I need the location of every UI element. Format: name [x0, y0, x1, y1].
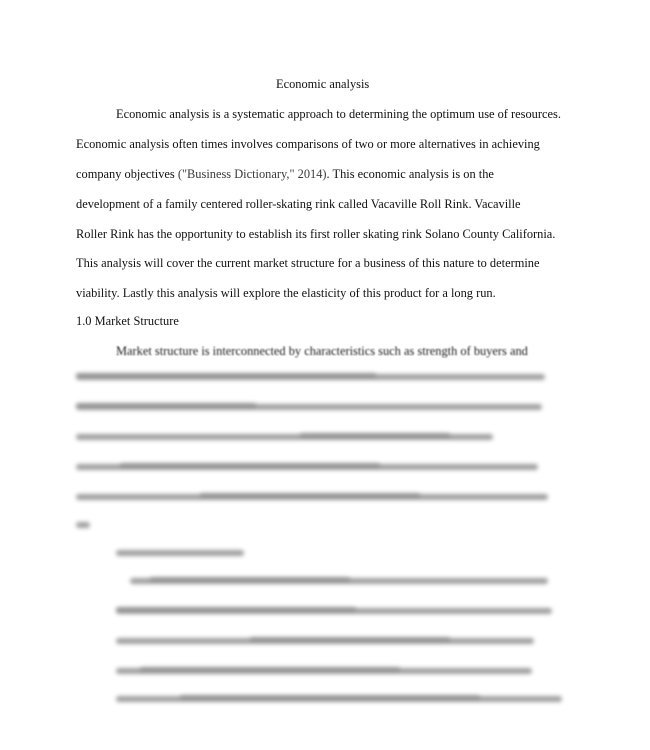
paragraph-line-3-end: . This economic analysis is on the: [326, 167, 494, 181]
paragraph-line-3: [76, 166, 494, 182]
document-title: Economic analysis: [276, 77, 370, 91]
paragraph-line-4: development of a family centered roller-skating rink called Vacaville Roll Rink. Vacaville: [76, 197, 521, 211]
paragraph-line-1: Economic analysis is a systematic approach to determining the optimum use of resources.: [116, 107, 561, 121]
paragraph-line-5: Roller Rink has the opportunity to establish its first roller skating rink Solano County California.: [76, 227, 556, 241]
partially-blurred-line: Market structure is interconnected by characteristics such as strength of buyers and: [116, 344, 528, 358]
citation: ("Business Dictionary," 2014): [177, 167, 327, 181]
paragraph-line-2: Economic analysis often times involves comparisons of two or more alternatives in achieving: [76, 137, 540, 151]
paragraph-line-6: This analysis will cover the current market structure for a business of this nature to determine: [76, 256, 540, 270]
section-heading: 1.0 Market Structure: [76, 314, 179, 328]
paragraph-line-7: viability. Lastly this analysis will explore the elasticity of this product for a long run.: [76, 286, 496, 300]
blurred-text-region: [0, 360, 650, 750]
paragraph-line-3-start: company objectives: [76, 167, 178, 181]
